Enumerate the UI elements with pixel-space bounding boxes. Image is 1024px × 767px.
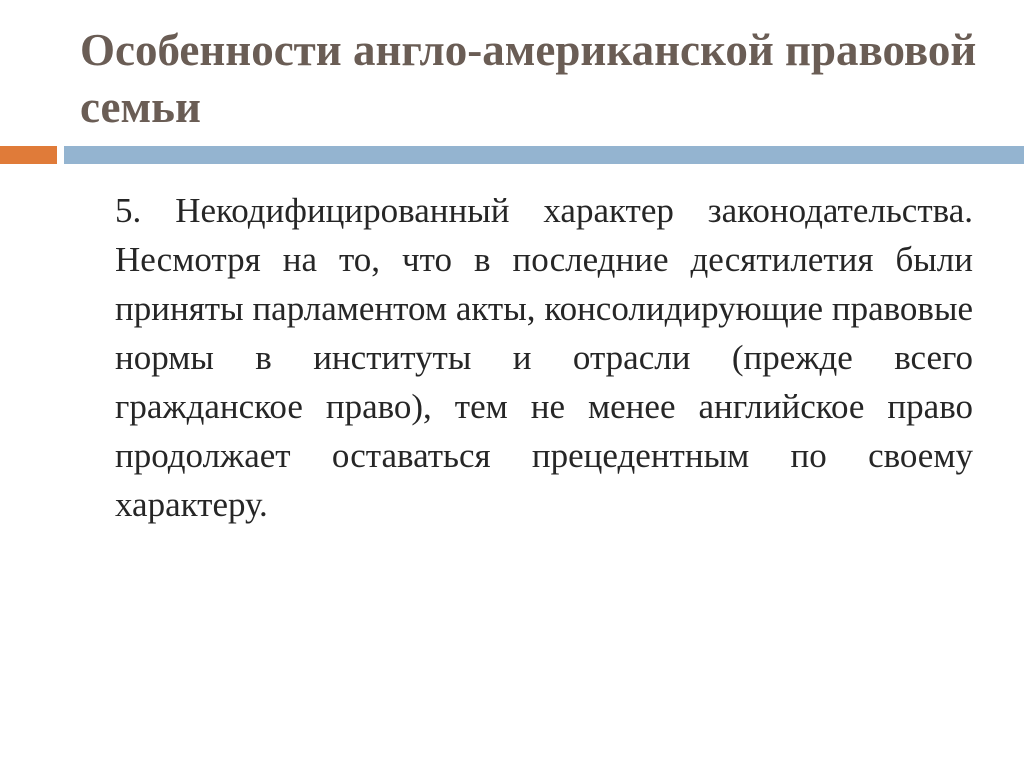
slide-body-text: 5. Некодифицированный характер законодательства. Несмотря на то, что в последние десятилетия были приняты парламентом акты, консолидирующие правовые нормы в институты и отрасли (прежде всего гражданское право), тем не менее английское право продолжает оставаться прецедентным по своему характеру.: [115, 191, 973, 524]
slide-title: Особенности англо-американской правовой семьи: [80, 25, 977, 132]
title-underline-bar: [64, 146, 1024, 164]
accent-bar: [0, 146, 57, 164]
